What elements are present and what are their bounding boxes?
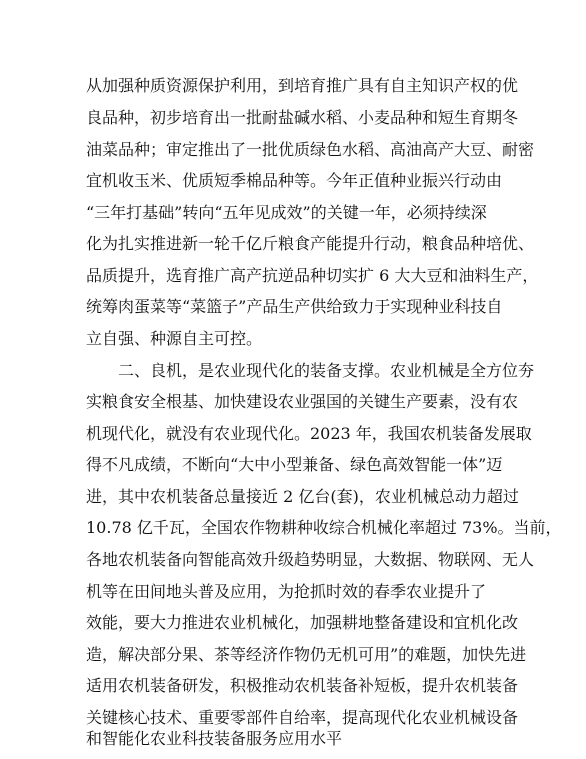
text-line-2: 良品种，初步培育出一批耐盐碱水稻、小麦品种和短生育期冬 (86, 108, 519, 127)
text-line-11: 实粮食安全根基、加快建设农业强国的关键生产要素，没有农 (86, 392, 519, 411)
text-line-3: 油菜品种；审定推出了一批优质绿色水稻、高油高产大豆、耐密 (86, 140, 535, 159)
text-line-17: 机等在田间地头普及应用，为抢抓时效的春季农业提升了 (86, 582, 487, 601)
section-heading-line: 二、良机，是农业现代化的装备支撑。农业机械是全方位夯 (118, 361, 535, 380)
text-line-8: 统筹肉蛋菜等“菜篮子”产品生产供给致力于实现种业科技自 (86, 297, 503, 316)
text-line-14: 进，其中农机装备总量接近 2 亿台(套)，农业机械总动力超过 (86, 487, 519, 506)
text-line-6: 化为扎实推进新一轮千亿斤粮食产能提升行动，粮食品种培优、 (86, 234, 535, 253)
text-line-5: “三年打基础”转向“五年见成效”的关键一年，必须持续深 (86, 203, 487, 222)
text-line-15: 10.78 亿千瓦，全国农作物耕种收综合机械化率超过 73%。当前， (86, 518, 562, 537)
text-line-4: 宜机收玉米、优质短季棉品种等。今年正值种业振兴行动由 (86, 171, 503, 190)
text-line-16: 各地农机装备向智能高效升级趋势明显，大数据、物联网、无人 (86, 550, 535, 569)
text-line-1: 从加强种质资源保护利用，到培育推广具有自主知识产权的优 (86, 76, 519, 95)
text-line-22: 和智能化农业科技装备服务应用水平 (86, 729, 343, 748)
text-line-12: 机现代化，就没有农业现代化。2023 年，我国农机装备发展取 (86, 424, 532, 443)
text-line-20: 适用农机装备研发，积极推动农机装备补短板，提升农机装备 (86, 676, 519, 695)
text-line-18: 效能，要大力推进农业机械化，加强耕地整备建设和宜机化改 (86, 613, 519, 632)
text-line-13: 得不凡成绩，不断向“大中小型兼备、绿色高效智能一体”迈 (86, 455, 503, 474)
text-line-19: 造，解决部分果、茶等经济作物仍无机可用”的难题，加快先进 (86, 645, 527, 664)
text-line-7: 品质提升，选育推广高产抗逆品种切实扩 6 大大豆和油料生产， (86, 266, 539, 285)
text-line-9: 立自强、种源自主可控。 (86, 329, 263, 348)
text-line-21: 关键核心技术、重要零部件自给率，提高现代化农业机械设备 (86, 708, 519, 727)
